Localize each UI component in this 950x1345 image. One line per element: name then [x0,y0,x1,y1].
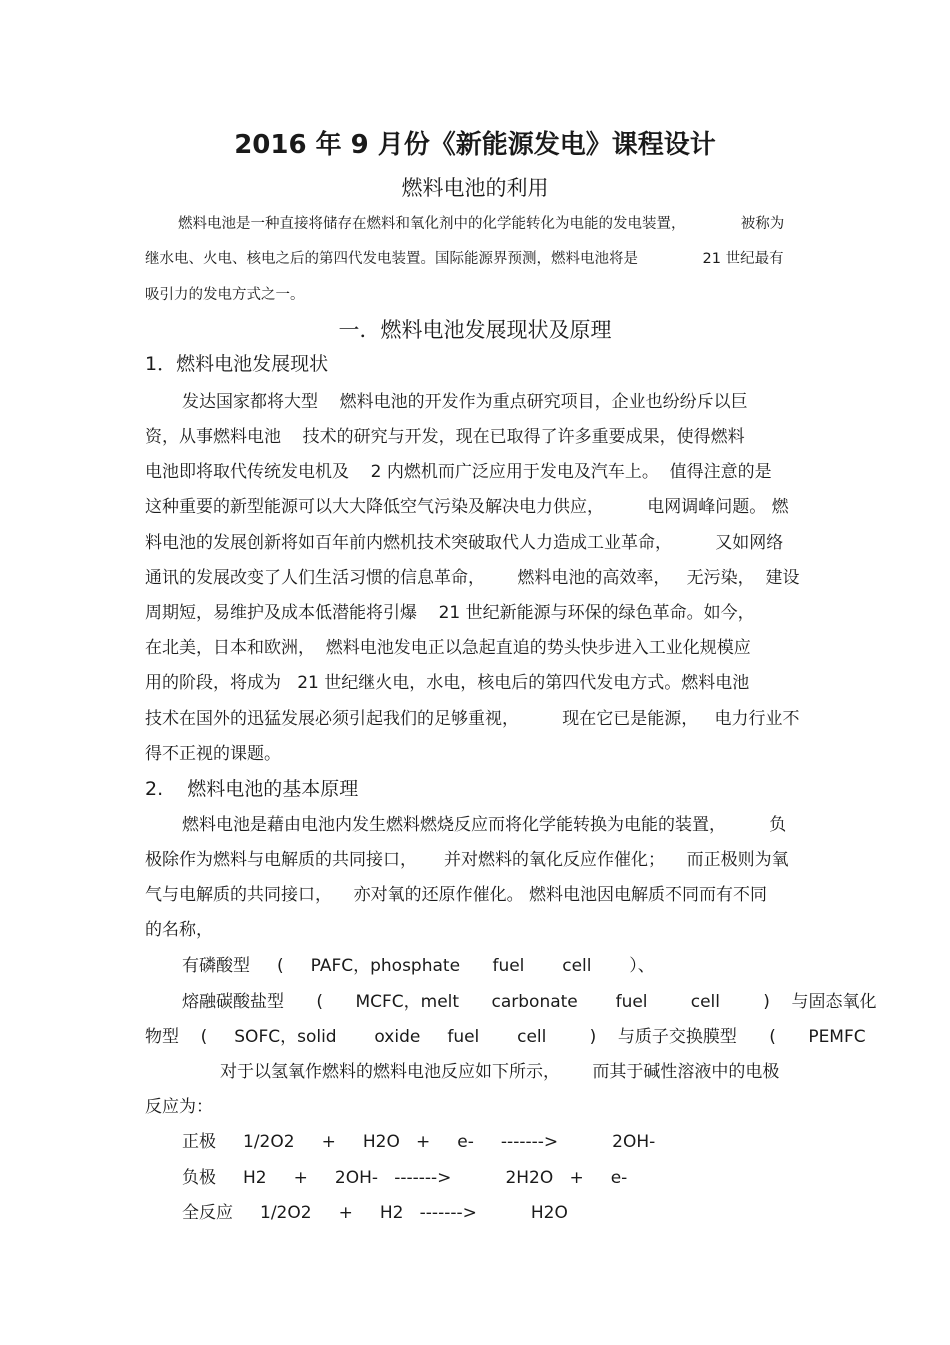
paragraph-line: 通讯的发展改变了人们生活习惯的信息革命， 燃料电池的高效率， 无污染， 建设 [145,568,800,588]
paragraph-line: 反应为： [145,1097,213,1117]
reaction-cathode: 正极 1/2O2 + H2O + e- -------> 2OH- [182,1132,656,1152]
subsection-heading: 1．燃料电池发展现状 [145,353,329,375]
paragraph-line: 发达国家都将大型 燃料电池的开发作为重点研究项目，企业也纷纷斥以巨 [182,392,748,412]
reaction-anode: 负极 H2 + 2OH- -------> 2H2O + e- [182,1168,628,1188]
paragraph-line: 极除作为燃料与电解质的共同接口， 并对燃料的氧化反应作催化； 而正极则为氧 [145,850,789,870]
paragraph-line: 周期短，易维护及成本低潜能将引爆 21 世纪新能源与环保的绿色革命。如今， [145,603,755,623]
paragraph-line: 对于以氢氧作燃料的燃料电池反应如下所示， 而其于碱性溶液中的电极 [220,1062,780,1082]
paragraph-line: 用的阶段，将成为 21 世纪继火电，水电，核电后的第四代发电方式。燃料电池 [145,673,750,693]
paragraph-line: 资，从事燃料电池 技术的研究与开发，现在已取得了许多重要成果，使得燃料 [145,427,745,447]
paragraph-line: 的名称， [145,920,213,940]
intro-line: 吸引力的发电方式之一。 [145,287,305,303]
paragraph-line: 电池即将取代传统发电机及 2 内燃机而广泛应用于发电及汽车上。 值得注意的是 [145,462,772,482]
electrolyte-type-line: 有磷酸型 ( PAFC，phosphate fuel cell ）、 [182,956,655,976]
paragraph-line: 得不正视的课题。 [145,744,281,764]
intro-line: 继水电、火电、核电之后的第四代发电装置。国际能源界预测，燃料电池将是 21 世纪最有 [145,251,784,267]
page-subtitle: 燃料电池的利用 [401,176,549,200]
subsection-heading: 2. 燃料电池的基本原理 [145,778,359,800]
paragraph-line: 气与电解质的共同接口， 亦对氧的还原作催化。 燃料电池因电解质不同而有不同 [145,885,768,905]
paragraph-line: 在北美，日本和欧洲， 燃料电池发电正以急起直追的势头快步进入工业化规模应 [145,638,751,658]
electrolyte-type-line: 熔融碳酸盐型 ( MCFC，melt carbonate fuel cell ) 与固态氧化 [182,992,877,1012]
paragraph-line: 技术在国外的迅猛发展必须引起我们的足够重视， 现在它已是能源， 电力行业不 [145,709,800,729]
paragraph-line: 料电池的发展创新将如百年前内燃机技术突破取代人力造成工业革命， 又如网络 [145,533,784,553]
intro-line: 燃料电池是一种直接将储存在燃料和氧化剂中的化学能转化为电能的发电装置， 被称为 [178,216,785,232]
electrolyte-type-line: 物型 ( SOFC，solid oxide fuel cell ) 与质子交换膜型 ( PEMFC [145,1027,866,1047]
page-title: 2016 年 9 月份《新能源发电》课程设计 [234,130,716,160]
section-heading: 一．燃料电池发展现状及原理 [338,318,612,342]
reaction-overall: 全反应 1/2O2 + H2 -------> H2O [182,1203,568,1223]
paragraph-line: 燃料电池是藉由电池内发生燃料燃烧反应而将化学能转换为电能的装置， 负 [182,815,787,835]
paragraph-line: 这种重要的新型能源可以大大降低空气污染及解决电力供应， 电网调峰问题。 燃 [145,497,789,517]
